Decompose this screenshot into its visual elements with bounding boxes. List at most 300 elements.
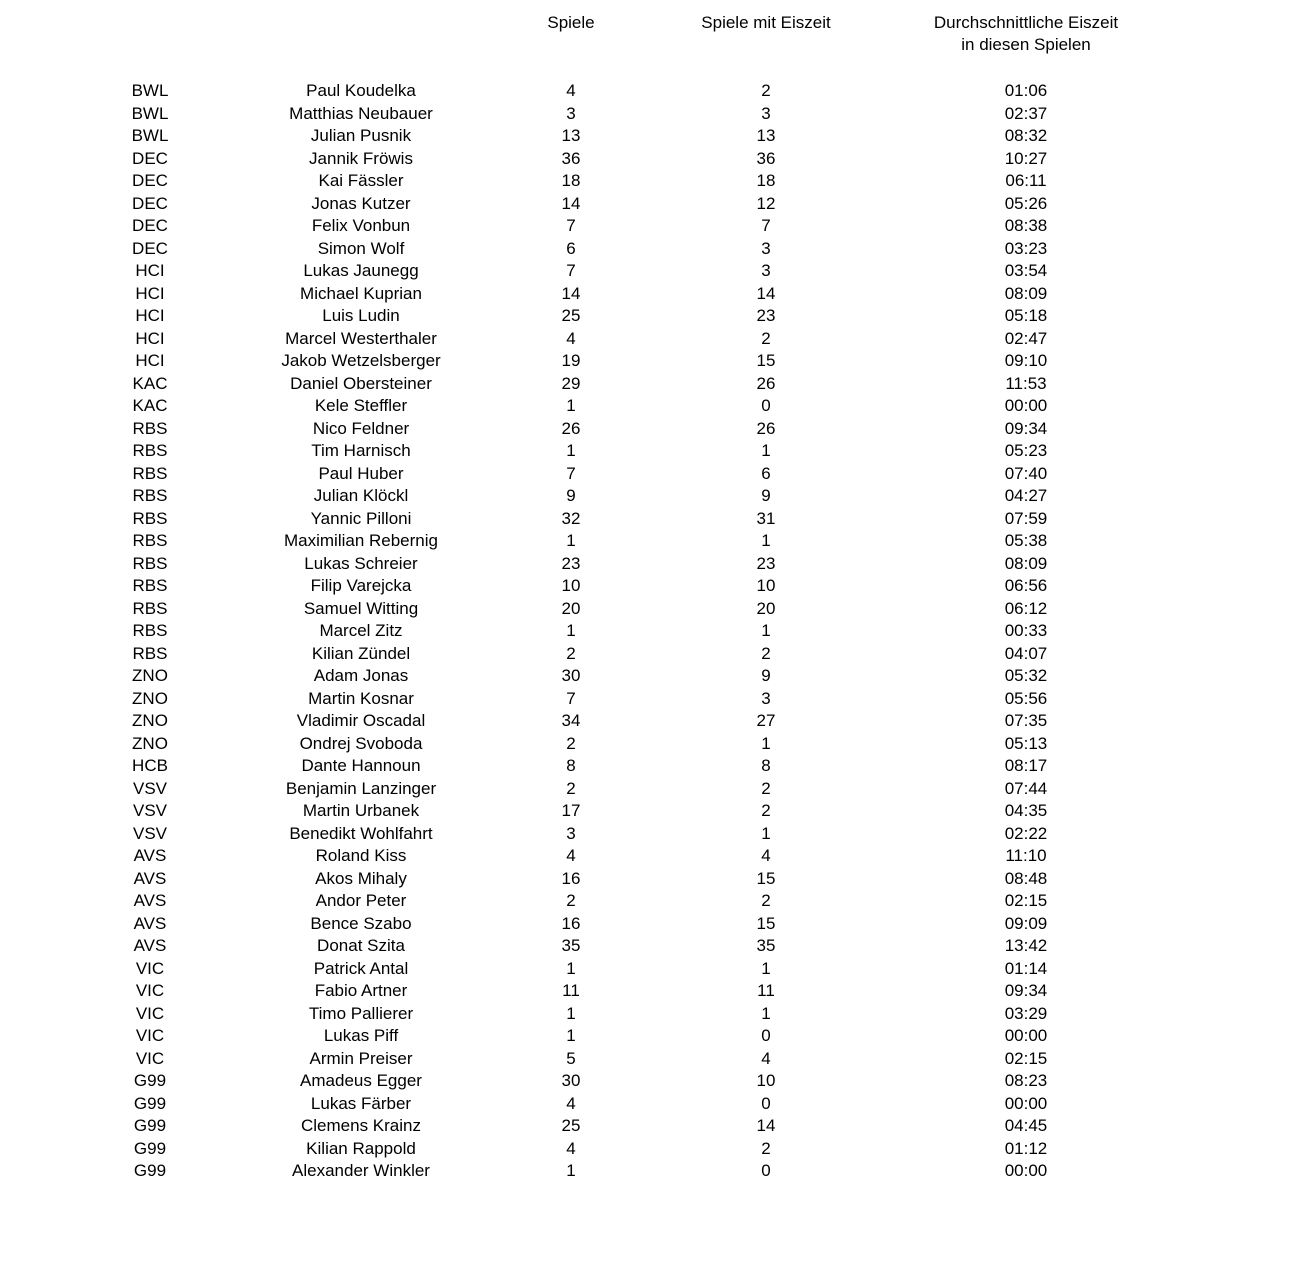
player-name-cell: Michael Kuprian <box>300 283 422 303</box>
team-cell: AVS <box>133 868 167 888</box>
games-cell: 25 <box>561 306 581 325</box>
team-cell: G99 <box>133 1161 167 1180</box>
table-row <box>0 373 1312 396</box>
avg-icetime-cell: 09:34 <box>1004 418 1048 438</box>
games-cell: 23 <box>561 553 581 573</box>
player-name-cell: Adam Jonas <box>313 666 409 685</box>
games-cell: 8 <box>566 756 576 775</box>
team-cell: HCI <box>135 283 165 303</box>
player-name-cell: Marcel Westerthaler <box>285 328 437 348</box>
games-with-icetime-cell: 27 <box>756 711 776 730</box>
games-cell: 17 <box>561 801 581 820</box>
player-name-cell: Felix Vonbun <box>311 216 411 235</box>
team-cell: ZNO <box>132 666 168 685</box>
player-name-cell: Amadeus Egger <box>300 1071 422 1090</box>
table-row <box>0 350 1312 373</box>
table-row <box>0 215 1312 238</box>
table-row <box>0 328 1312 351</box>
games-cell: 16 <box>561 868 581 888</box>
games-with-icetime-cell: 0 <box>761 1161 771 1180</box>
table-row <box>0 665 1312 688</box>
table-row <box>0 935 1312 958</box>
games-cell: 7 <box>566 216 576 235</box>
table-row <box>0 1070 1312 1093</box>
avg-icetime-cell: 03:54 <box>1004 261 1048 280</box>
games-cell: 4 <box>566 328 576 348</box>
table-row <box>0 845 1312 868</box>
avg-icetime-cell: 05:23 <box>1004 441 1048 460</box>
team-cell: AVS <box>133 913 167 933</box>
avg-icetime-cell: 09:34 <box>1004 981 1048 1000</box>
avg-icetime-cell: 04:27 <box>1004 486 1048 505</box>
team-cell: BWL <box>131 103 169 123</box>
table-row <box>0 733 1312 756</box>
avg-icetime-cell: 08:09 <box>1004 283 1048 303</box>
games-with-icetime-cell: 7 <box>761 216 771 235</box>
avg-icetime-cell: 02:47 <box>1004 328 1048 348</box>
avg-icetime-cell: 02:22 <box>1004 823 1048 843</box>
avg-icetime-cell: 01:06 <box>1004 81 1048 100</box>
team-cell: RBS <box>132 643 168 663</box>
table-row <box>0 620 1312 643</box>
games-cell: 34 <box>561 711 581 730</box>
games-cell: 2 <box>566 891 576 910</box>
avg-icetime-cell: 02:15 <box>1004 1048 1048 1068</box>
games-cell: 4 <box>566 1138 576 1158</box>
games-with-icetime-cell: 1 <box>761 531 771 550</box>
games-cell: 30 <box>561 1071 581 1090</box>
player-name-cell: Timo Pallierer <box>308 1003 414 1023</box>
team-cell: G99 <box>133 1138 167 1158</box>
games-with-icetime-cell: 1 <box>761 733 771 753</box>
player-name-cell: Alexander Winkler <box>292 1161 430 1180</box>
games-with-icetime-cell: 15 <box>756 868 776 888</box>
games-with-icetime-cell: 1 <box>761 1003 771 1023</box>
games-cell: 4 <box>566 846 576 865</box>
table-row <box>0 1138 1312 1161</box>
player-name-cell: Julian Klöckl <box>313 486 409 505</box>
games-with-icetime-cell: 15 <box>756 913 776 933</box>
games-with-icetime-cell: 1 <box>761 958 771 978</box>
games-cell: 2 <box>566 733 576 753</box>
player-name-cell: Kai Fässler <box>318 171 404 190</box>
team-cell: HCB <box>132 756 168 775</box>
player-name-cell: Jakob Wetzelsberger <box>281 351 441 370</box>
games-cell: 7 <box>566 463 576 483</box>
games-with-icetime-cell: 12 <box>756 193 776 213</box>
team-cell: BWL <box>131 81 169 100</box>
games-cell: 25 <box>561 1116 581 1135</box>
games-cell: 7 <box>566 261 576 280</box>
player-name-cell: Kilian Rappold <box>306 1138 416 1158</box>
games-cell: 10 <box>561 576 581 595</box>
team-cell: DEC <box>132 193 168 213</box>
table-row <box>0 418 1312 441</box>
player-name-cell: Julian Pusnik <box>310 126 412 145</box>
games-cell: 4 <box>566 1093 576 1113</box>
player-name-cell: Jonas Kutzer <box>311 193 411 213</box>
team-cell: ZNO <box>132 733 168 753</box>
games-with-icetime-cell: 3 <box>761 103 771 123</box>
team-cell: DEC <box>132 171 168 190</box>
games-with-icetime-cell: 8 <box>761 756 771 775</box>
player-name-cell: Kilian Zündel <box>311 643 411 663</box>
games-cell: 19 <box>561 351 581 370</box>
team-cell: HCI <box>135 328 165 348</box>
player-name-cell: Dante Hannoun <box>301 756 421 775</box>
player-name-cell: Samuel Witting <box>303 598 419 618</box>
table-row <box>0 238 1312 261</box>
games-with-icetime-cell: 2 <box>761 1138 771 1158</box>
player-name-cell: Marcel Zitz <box>319 621 403 640</box>
team-cell: KAC <box>132 396 168 415</box>
games-with-icetime-cell: 2 <box>761 81 771 100</box>
player-name-cell: Andor Peter <box>315 891 407 910</box>
games-with-icetime-cell: 23 <box>756 553 776 573</box>
table-row <box>0 508 1312 531</box>
team-cell: G99 <box>133 1071 167 1090</box>
table-row <box>0 1003 1312 1026</box>
games-with-icetime-cell: 2 <box>761 643 771 663</box>
team-cell: RBS <box>132 463 168 483</box>
games-with-icetime-cell: 6 <box>761 463 771 483</box>
header-games: Spiele <box>547 13 595 32</box>
table-row <box>0 755 1312 778</box>
team-cell: VIC <box>135 1003 165 1023</box>
avg-icetime-cell: 02:37 <box>1004 103 1048 123</box>
header-avg-icetime-line2: in diesen Spielen <box>961 35 1091 54</box>
avg-icetime-cell: 05:26 <box>1004 193 1048 213</box>
avg-icetime-cell: 09:09 <box>1004 913 1048 933</box>
player-name-cell: Lukas Jaunegg <box>303 261 419 280</box>
games-cell: 4 <box>566 81 576 100</box>
table-row <box>0 530 1312 553</box>
table-row <box>0 125 1312 148</box>
avg-icetime-cell: 10:27 <box>1004 148 1048 168</box>
games-with-icetime-cell: 0 <box>761 1026 771 1045</box>
table-row <box>0 868 1312 891</box>
table-row <box>0 710 1312 733</box>
team-cell: HCI <box>135 306 165 325</box>
player-name-cell: Nico Feldner <box>312 418 410 438</box>
avg-icetime-cell: 03:29 <box>1004 1003 1048 1023</box>
player-name-cell: Vladimir Oscadal <box>296 711 426 730</box>
team-cell: AVS <box>133 846 167 865</box>
avg-icetime-cell: 06:11 <box>1005 171 1047 190</box>
games-with-icetime-cell: 26 <box>756 418 776 438</box>
team-cell: RBS <box>132 486 168 505</box>
games-with-icetime-cell: 26 <box>756 373 776 393</box>
games-with-icetime-cell: 36 <box>756 148 776 168</box>
table-row <box>0 1025 1312 1048</box>
team-cell: DEC <box>132 148 168 168</box>
games-with-icetime-cell: 2 <box>761 891 771 910</box>
player-name-cell: Lukas Piff <box>323 1026 399 1045</box>
avg-icetime-cell: 01:12 <box>1004 1138 1048 1158</box>
games-cell: 7 <box>566 688 576 708</box>
team-cell: RBS <box>132 553 168 573</box>
games-cell: 2 <box>566 643 576 663</box>
player-name-cell: Kele Steffler <box>314 396 408 415</box>
games-with-icetime-cell: 23 <box>756 306 776 325</box>
avg-icetime-cell: 05:32 <box>1004 666 1048 685</box>
games-with-icetime-cell: 14 <box>756 283 776 303</box>
team-cell: RBS <box>132 576 168 595</box>
avg-icetime-cell: 01:14 <box>1004 958 1048 978</box>
games-with-icetime-cell: 9 <box>761 486 771 505</box>
player-name-cell: Lukas Färber <box>310 1093 412 1113</box>
games-cell: 30 <box>561 666 581 685</box>
games-with-icetime-cell: 9 <box>761 666 771 685</box>
games-cell: 2 <box>566 778 576 798</box>
games-with-icetime-cell: 2 <box>761 328 771 348</box>
player-name-cell: Clemens Krainz <box>301 1116 421 1135</box>
player-name-cell: Paul Huber <box>318 463 404 483</box>
table-row <box>0 260 1312 283</box>
games-with-icetime-cell: 3 <box>761 688 771 708</box>
team-cell: HCI <box>135 351 165 370</box>
games-cell: 6 <box>566 238 576 258</box>
team-cell: KAC <box>132 373 168 393</box>
table-row <box>0 598 1312 621</box>
table-row <box>0 193 1312 216</box>
team-cell: VIC <box>135 1026 165 1045</box>
avg-icetime-cell: 08:09 <box>1004 553 1048 573</box>
player-name-cell: Maximilian Rebernig <box>283 531 438 550</box>
games-cell: 13 <box>561 126 581 145</box>
team-cell: RBS <box>132 598 168 618</box>
team-cell: ZNO <box>132 711 168 730</box>
avg-icetime-cell: 05:38 <box>1004 531 1048 550</box>
table-row <box>0 688 1312 711</box>
games-cell: 3 <box>566 103 576 123</box>
table-row <box>0 1115 1312 1138</box>
table-row <box>0 485 1312 508</box>
team-cell: G99 <box>133 1116 167 1135</box>
avg-icetime-cell: 00:33 <box>1004 621 1048 640</box>
games-with-icetime-cell: 2 <box>761 778 771 798</box>
player-name-cell: Fabio Artner <box>314 981 408 1000</box>
games-cell: 20 <box>561 598 581 618</box>
avg-icetime-cell: 09:10 <box>1004 351 1048 370</box>
games-cell: 29 <box>561 373 581 393</box>
games-with-icetime-cell: 3 <box>761 261 771 280</box>
team-cell: AVS <box>133 936 167 955</box>
player-name-cell: Luis Ludin <box>322 306 400 325</box>
games-cell: 1 <box>566 621 576 640</box>
team-cell: HCI <box>135 261 165 280</box>
table-row <box>0 80 1312 103</box>
avg-icetime-cell: 03:23 <box>1004 238 1048 258</box>
table-row <box>0 305 1312 328</box>
games-with-icetime-cell: 2 <box>761 801 771 820</box>
table-row <box>0 778 1312 801</box>
table-row <box>0 643 1312 666</box>
avg-icetime-cell: 02:15 <box>1004 891 1048 910</box>
games-with-icetime-cell: 35 <box>756 936 776 955</box>
team-cell: RBS <box>132 441 168 460</box>
player-name-cell: Matthias Neubauer <box>289 103 433 123</box>
table-row <box>0 1048 1312 1071</box>
team-cell: VSV <box>132 778 168 798</box>
team-cell: G99 <box>133 1093 167 1113</box>
avg-icetime-cell: 00:00 <box>1004 1161 1048 1180</box>
games-with-icetime-cell: 0 <box>761 396 771 415</box>
header-games-with-icetime: Spiele mit Eiszeit <box>701 13 831 32</box>
avg-icetime-cell: 04:35 <box>1004 801 1048 820</box>
team-cell: DEC <box>132 216 168 235</box>
games-cell: 18 <box>561 171 581 190</box>
player-name-cell: Simon Wolf <box>317 238 405 258</box>
table-row <box>0 148 1312 171</box>
games-cell: 1 <box>566 531 576 550</box>
games-cell: 1 <box>566 1026 576 1045</box>
games-with-icetime-cell: 10 <box>756 576 776 595</box>
team-cell: DEC <box>132 238 168 258</box>
avg-icetime-cell: 07:59 <box>1004 508 1048 528</box>
player-name-cell: Armin Preiser <box>309 1048 413 1068</box>
player-name-cell: Filip Varejcka <box>310 576 412 595</box>
table-row <box>0 553 1312 576</box>
avg-icetime-cell: 08:48 <box>1004 868 1048 888</box>
table-row <box>0 170 1312 193</box>
table-row <box>0 463 1312 486</box>
games-cell: 32 <box>561 508 581 528</box>
table-row <box>0 980 1312 1003</box>
table-row <box>0 1093 1312 1116</box>
games-with-icetime-cell: 3 <box>761 238 771 258</box>
player-name-cell: Roland Kiss <box>315 846 407 865</box>
avg-icetime-cell: 06:56 <box>1004 576 1048 595</box>
games-cell: 9 <box>566 486 576 505</box>
games-cell: 26 <box>561 418 581 438</box>
player-name-cell: Paul Koudelka <box>306 81 416 100</box>
games-with-icetime-cell: 0 <box>761 1093 771 1113</box>
table-row <box>0 890 1312 913</box>
games-with-icetime-cell: 1 <box>761 823 771 843</box>
avg-icetime-cell: 08:17 <box>1004 756 1048 775</box>
table-row <box>0 800 1312 823</box>
team-cell: RBS <box>132 508 168 528</box>
header-avg-icetime <box>876 12 1176 56</box>
avg-icetime-cell: 04:07 <box>1004 643 1048 663</box>
team-cell: VIC <box>135 1048 165 1068</box>
games-with-icetime-cell: 15 <box>756 351 776 370</box>
games-with-icetime-cell: 31 <box>756 508 776 528</box>
table-row <box>0 395 1312 418</box>
table-row <box>0 103 1312 126</box>
player-name-cell: Bence Szabo <box>310 913 412 933</box>
player-name-cell: Lukas Schreier <box>304 553 418 573</box>
player-name-cell: Ondrej Svoboda <box>299 733 423 753</box>
table-row <box>0 575 1312 598</box>
avg-icetime-cell: 00:00 <box>1004 396 1048 415</box>
table-row <box>0 283 1312 306</box>
avg-icetime-cell: 08:38 <box>1004 216 1048 235</box>
table-row <box>0 440 1312 463</box>
avg-icetime-cell: 00:00 <box>1004 1093 1048 1113</box>
table-row <box>0 1160 1312 1183</box>
player-name-cell: Tim Harnisch <box>311 441 411 460</box>
player-name-cell: Martin Kosnar <box>308 688 414 708</box>
games-with-icetime-cell: 11 <box>757 981 775 1000</box>
games-cell: 1 <box>566 1003 576 1023</box>
team-cell: AVS <box>133 891 167 910</box>
player-name-cell: Yannic Pilloni <box>310 508 412 528</box>
games-cell: 1 <box>566 441 576 460</box>
games-with-icetime-cell: 10 <box>756 1071 776 1090</box>
header-avg-icetime-line1: Durchschnittliche Eiszeit <box>933 13 1119 32</box>
table-row <box>0 958 1312 981</box>
table-row <box>0 913 1312 936</box>
avg-icetime-cell: 13:42 <box>1004 936 1048 955</box>
avg-icetime-cell: 07:44 <box>1004 778 1048 798</box>
team-cell: RBS <box>132 621 168 640</box>
games-cell: 1 <box>566 1161 576 1180</box>
avg-icetime-cell: 08:23 <box>1004 1071 1048 1090</box>
games-cell: 36 <box>561 148 581 168</box>
player-name-cell: Benedikt Wohlfahrt <box>289 823 433 843</box>
games-cell: 1 <box>566 396 576 415</box>
avg-icetime-cell: 11:53 <box>1005 373 1047 393</box>
team-cell: RBS <box>132 531 168 550</box>
player-name-cell: Martin Urbanek <box>302 801 420 820</box>
games-with-icetime-cell: 14 <box>756 1116 776 1135</box>
table-row <box>0 823 1312 846</box>
games-cell: 16 <box>561 913 581 933</box>
player-name-cell: Patrick Antal <box>313 958 409 978</box>
avg-icetime-cell: 05:13 <box>1004 733 1048 753</box>
team-cell: VSV <box>132 801 168 820</box>
games-with-icetime-cell: 4 <box>761 846 771 865</box>
player-name-cell: Jannik Fröwis <box>309 148 413 168</box>
player-name-cell: Daniel Obersteiner <box>290 373 432 393</box>
games-with-icetime-cell: 1 <box>761 621 771 640</box>
avg-icetime-cell: 07:35 <box>1004 711 1048 730</box>
avg-icetime-cell: 00:00 <box>1004 1026 1048 1045</box>
avg-icetime-cell: 06:12 <box>1004 598 1048 618</box>
games-with-icetime-cell: 13 <box>756 126 776 145</box>
games-cell: 14 <box>561 283 581 303</box>
team-cell: VIC <box>135 958 165 978</box>
games-cell: 11 <box>562 981 580 1000</box>
team-cell: RBS <box>132 418 168 438</box>
avg-icetime-cell: 11:10 <box>1005 846 1047 865</box>
games-cell: 3 <box>566 823 576 843</box>
games-with-icetime-cell: 18 <box>756 171 776 190</box>
player-table <box>0 80 1312 1183</box>
avg-icetime-cell: 04:45 <box>1004 1116 1048 1135</box>
games-cell: 1 <box>566 958 576 978</box>
player-name-cell: Akos Mihaly <box>315 868 407 888</box>
avg-icetime-cell: 05:18 <box>1004 306 1048 325</box>
player-name-cell: Benjamin Lanzinger <box>285 778 437 798</box>
avg-icetime-cell: 07:40 <box>1004 463 1048 483</box>
games-with-icetime-cell: 1 <box>761 441 771 460</box>
games-cell: 14 <box>561 193 581 213</box>
avg-icetime-cell: 05:56 <box>1004 688 1048 708</box>
team-cell: VSV <box>132 823 168 843</box>
player-name-cell: Donat Szita <box>317 936 405 955</box>
games-cell: 35 <box>561 936 581 955</box>
team-cell: ZNO <box>132 688 168 708</box>
team-cell: VIC <box>135 981 165 1000</box>
team-cell: BWL <box>131 126 169 145</box>
games-cell: 5 <box>566 1048 576 1068</box>
games-with-icetime-cell: 20 <box>756 598 776 618</box>
avg-icetime-cell: 08:32 <box>1004 126 1048 145</box>
games-with-icetime-cell: 4 <box>761 1048 771 1068</box>
